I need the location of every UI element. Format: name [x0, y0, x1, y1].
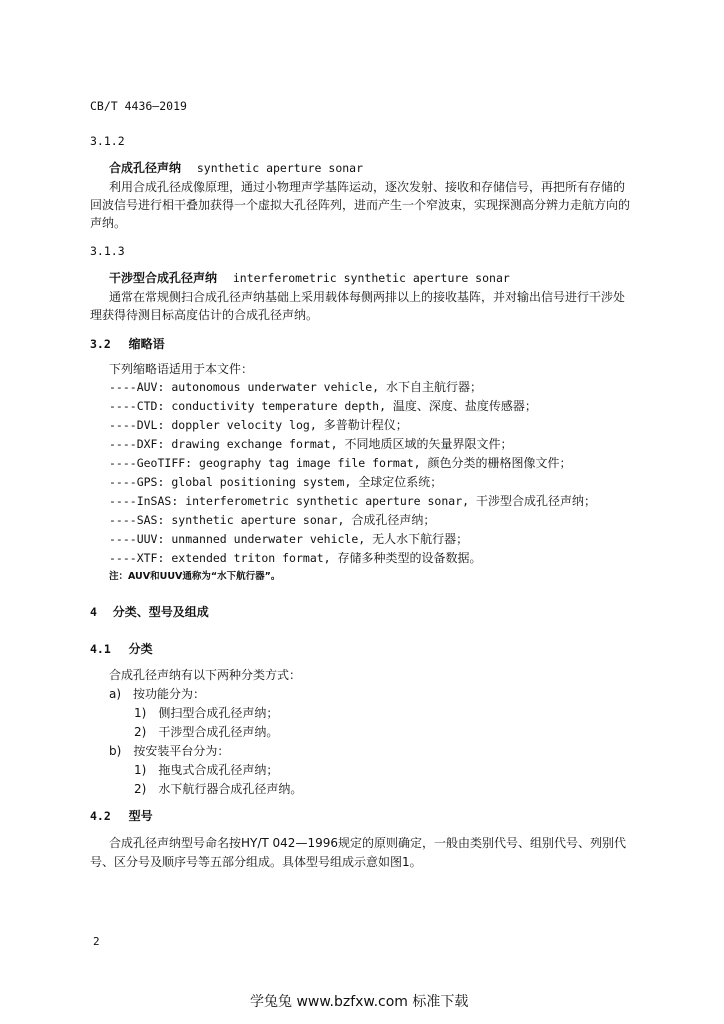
abbreviation-item: ----AUV: autonomous underwater vehicle, 水下自主航行器；	[109, 380, 483, 394]
list-item: b) 按安装平台分为：	[109, 744, 230, 758]
section-number: 4.2	[90, 809, 111, 823]
definition-line: 声纳。	[90, 216, 127, 230]
chapter-title: 分类、型号及组成	[112, 605, 209, 619]
term-en: interferometric synthetic aperture sonar	[232, 271, 510, 285]
term-3-1-3	[109, 270, 510, 286]
list-subitem: 1) 拖曳式合成孔径声纳；	[134, 763, 279, 777]
list-subitem: 1) 侧扫型合成孔径声纳；	[134, 706, 279, 720]
abbreviation-item: ----UUV: unmanned underwater vehicle, 无人水下航行器；	[109, 532, 469, 546]
list-item: a) 按功能分为：	[109, 687, 206, 701]
note: 注：AUV和UUV通称为“水下航行器”。	[109, 571, 281, 582]
classification-intro: 合成孔径声纳有以下两种分类方式：	[109, 668, 302, 682]
clause-number-3-1-3: 3.1.3	[90, 244, 125, 258]
abbreviation-item: ----GeoTIFF: geography tag image file format, 颜色分类的栅格图像文件；	[109, 456, 572, 470]
standard-code: CB/T 4436—2019	[90, 99, 187, 113]
abbreviation-item: ----DXF: drawing exchange format, 不同地质区域的矢量界限文件；	[109, 437, 513, 451]
list-subitem: 2) 干涉型合成孔径声纳。	[134, 725, 279, 739]
term-cn: 合成孔径声纳	[109, 161, 182, 175]
section-heading-4-2	[90, 808, 153, 824]
abbreviation-item: ----DVL: doppler velocity log, 多普勒计程仪；	[109, 418, 408, 432]
footer-watermark: 学兔兔 www.bzfxw.com 标准下载	[250, 994, 469, 1010]
abbreviation-item: ----CTD: conductivity temperature depth, 温度、深度、盐度传感器；	[109, 399, 537, 413]
abbreviation-item: ----GPS: global positioning system, 全球定位系统；	[109, 475, 443, 489]
term-3-1-2	[109, 160, 363, 176]
paragraph-line: 号、区分号及顺序号等五部分组成。具体型号组成示意如图1。	[90, 855, 422, 869]
abbreviation-item: ----XTF: extended triton format, 存储多种类型的设备数据。	[109, 551, 482, 565]
definition-line: 回波信号进行相干叠加获得一个虚拟大孔径阵列，进而产生一个窄波束，实现探测高分辨力走航方向的	[90, 198, 631, 212]
section-heading-3-2	[90, 336, 165, 352]
term-cn: 干涉型合成孔径声纳	[109, 271, 218, 285]
clause-number-3-1-2: 3.1.2	[90, 134, 125, 148]
abbreviation-item: ----InSAS: interferometric synthetic aperture sonar, 干涉型合成孔径声纳；	[109, 494, 597, 508]
abbreviation-item: ----SAS: synthetic aperture sonar, 合成孔径声纳；	[109, 513, 436, 527]
list-subitem: 2) 水下航行器合成孔径声纳。	[134, 782, 303, 796]
chapter-number: 4	[90, 605, 97, 619]
section-number: 4.1	[90, 642, 111, 656]
abbreviation-intro: 下列缩略语适用于本文件：	[109, 362, 254, 376]
term-en: synthetic aperture sonar	[196, 161, 364, 175]
section-title: 型号	[128, 809, 153, 823]
chapter-heading-4	[90, 604, 209, 620]
section-title: 分类	[128, 642, 153, 656]
definition-line: 理获得待测目标高度估计的合成孔径声纳。	[90, 308, 319, 322]
definition-line: 利用合成孔径成像原理，通过小物理声学基阵运动，逐次发射、接收和存储信号，再把所有存储的	[109, 180, 626, 194]
section-number: 3.2	[90, 337, 111, 351]
paragraph-line: 合成孔径声纳型号命名按HY/T 042—1996规定的原则确定，一般由类别代号、组别代号、列别代	[109, 836, 626, 850]
section-title: 缩略语	[128, 337, 165, 351]
definition-line: 通常在常规侧扫合成孔径声纳基础上采用载体每侧两排以上的接收基阵，并对输出信号进行干涉处	[109, 290, 626, 304]
section-heading-4-1	[90, 641, 153, 657]
page-number: 2	[93, 935, 100, 948]
